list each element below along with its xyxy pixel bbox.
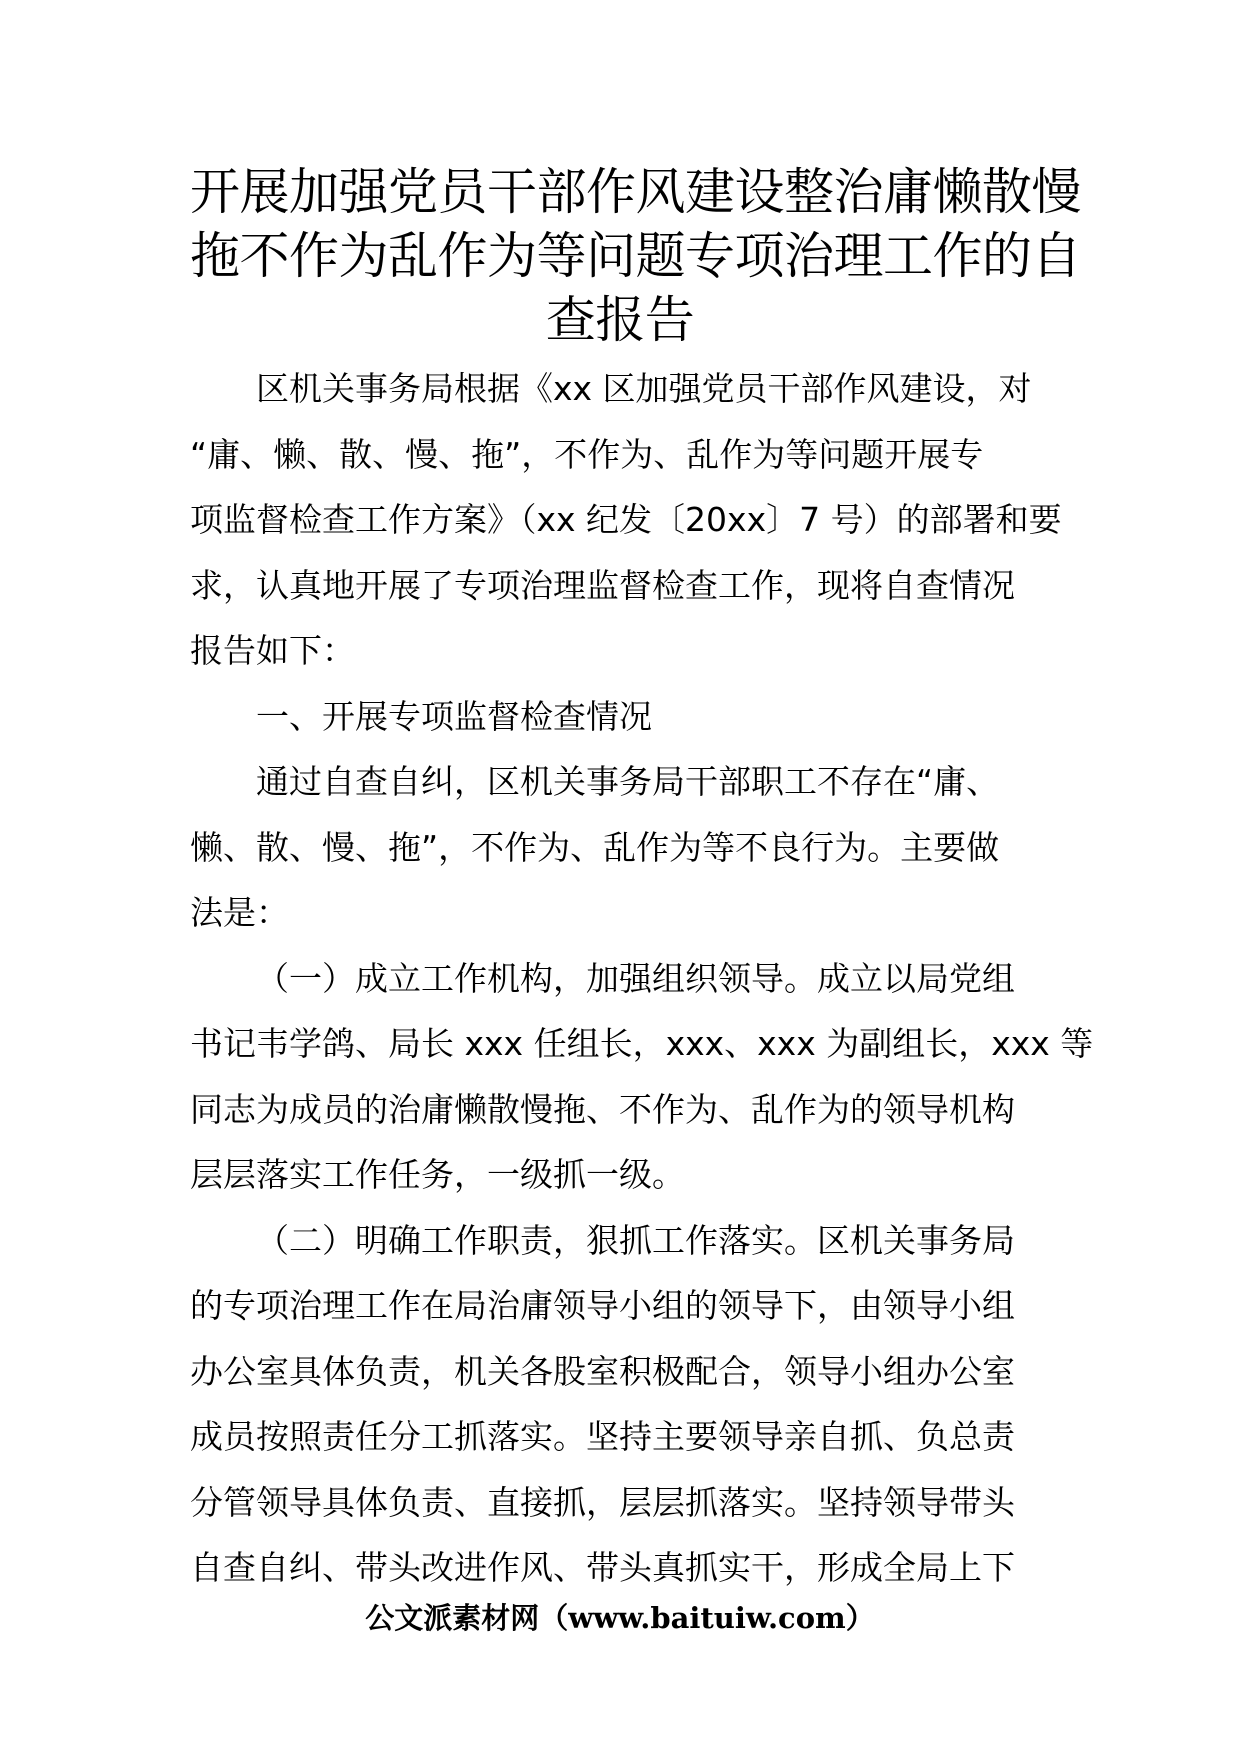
body-line: 成员按照责任分工抓落实。坚持主要领导亲自抓、负总责 — [190, 1417, 1015, 1456]
body-line: 书记韦学鸽、局长 xxx 任组长，xxx、xxx 为副组长，xxx 等 — [190, 1024, 1094, 1063]
body-line: “庸、懒、散、慢、拖”，不作为、乱作为等问题开展专 — [190, 434, 984, 474]
body-line: 层层落实工作任务，一级抓一级。 — [190, 1155, 685, 1194]
body-line: 法是： — [190, 893, 289, 932]
body-line: 同志为成员的治庸懒散慢拖、不作为、乱作为的领导机构 — [190, 1089, 1015, 1129]
body-line: （二）明确工作职责，狠抓工作落实。区机关事务局 — [256, 1220, 1015, 1260]
body-line: 懒、散、慢、拖”，不作为、乱作为等不良行为。主要做 — [190, 827, 1000, 867]
body-line: 求，认真地开展了专项治理监督检查工作，现将自查情况 — [190, 565, 1015, 605]
body-line: （一）成立工作机构，加强组织领导。成立以局党组 — [256, 958, 1015, 998]
title-line: 拖不作为乱作为等问题专项治理工作的自 — [190, 227, 1081, 285]
body-line: 办公室具体负责，机关各股室积极配合，领导小组办公室 — [190, 1351, 1015, 1391]
body-line: 分管领导具体负责、直接抓，层层抓落实。坚持领导带头 — [190, 1482, 1015, 1522]
body-line: 报告如下： — [190, 631, 355, 670]
footer-watermark: 公文派素材网（www.baituiw.com） — [365, 1601, 875, 1635]
document-title — [190, 160, 1081, 352]
title-line: 查报告 — [545, 291, 695, 349]
title-line: 开展加强党员干部作风建设整治庸懒散慢 — [190, 163, 1081, 221]
body-line: 通过自查自纠，区机关事务局干部职工不存在“庸、 — [256, 762, 1000, 801]
document-body — [190, 356, 1094, 1601]
body-line: 的专项治理工作在局治庸领导小组的领导下，由领导小组 — [190, 1286, 1015, 1325]
body-line: 自查自纠、带头改进作风、带头真抓实干，形成全局上下 — [190, 1548, 1015, 1587]
body-line: 区机关事务局根据《xx 区加强党员干部作风建设，对 — [256, 369, 1032, 408]
section-heading: 一、开展专项监督检查情况 — [256, 696, 652, 736]
body-line: 项监督检查工作方案》（xx 纪发〔20xx〕7 号）的部署和要 — [190, 500, 1062, 539]
